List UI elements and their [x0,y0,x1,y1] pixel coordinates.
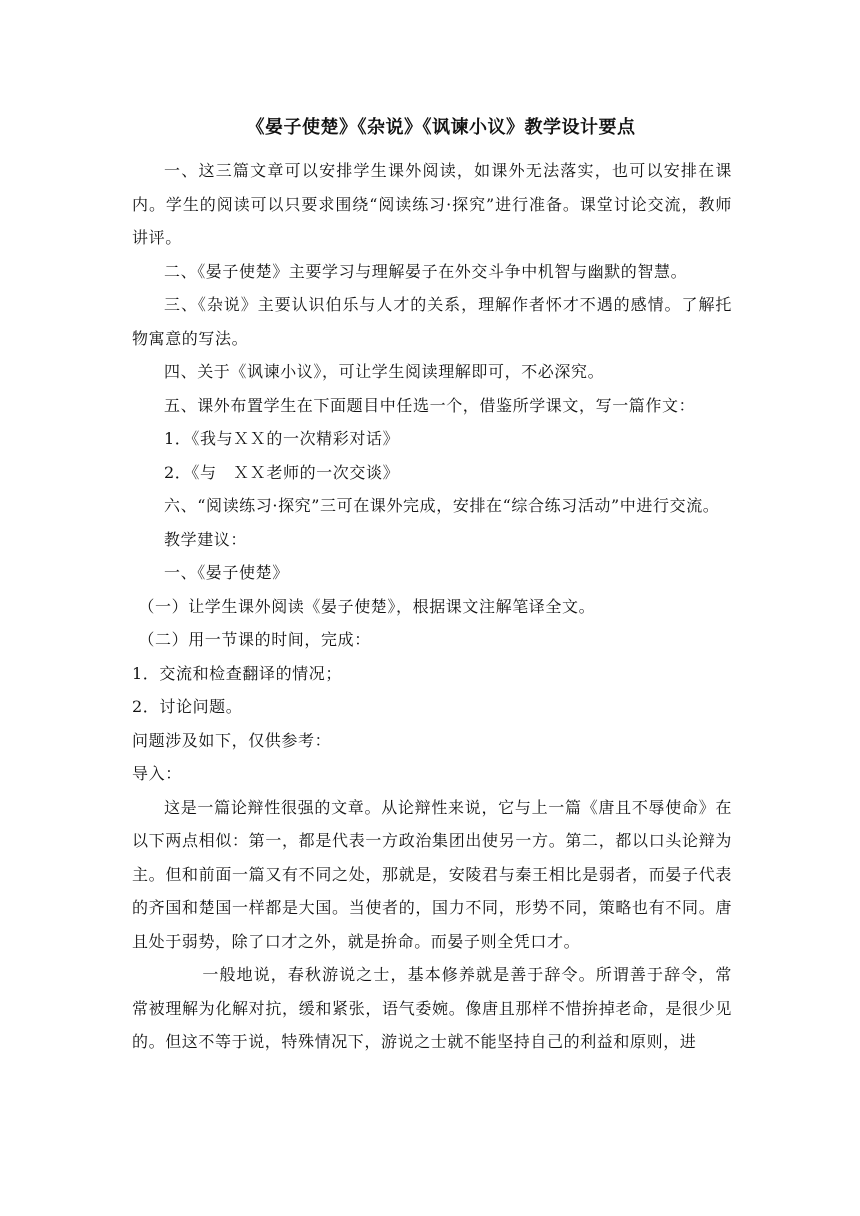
list-item-step-one: （一）让学生课外阅读《晏子使楚》，根据课文注解笔译全文。 [138,596,596,616]
paragraph-yanzi-goal: 二、《晏子使楚》主要学习与理解晏子在外交斗争中机智与幽默的智慧。 [164,261,688,281]
list-item-step-two: （二）用一节课的时间，完成： [138,630,371,649]
document-page [132,110,732,1059]
paragraph-reading-arrangement: 一、这三篇文章可以安排学生课外阅读，如课外无法落实，也可以安排在课内。学生的阅读可以只要求围绕“阅读练习·探究”进行准备。课堂讨论交流，教师讲评。 [132,161,732,247]
paragraph-zashuo-goal: 三、《杂说》主要认识伯乐与人才的关系，理解作者怀才不遇的感情。了解托物寓意的写法。 [132,295,732,348]
paragraph-lead-in-body: 这是一篇论辩性很强的文章。从论辩性来说，它与上一篇《唐且不辱使命》在以下两点相似：第一，都是代表一方政治集团出使另一方。第二，都以口头论辩为主。但和前面一篇又有不同之处，那就是，安陵君与秦王相比是弱者，而晏子代表的齐国和楚国一样都是大国。当使者的，国力不同，形势不同，策略也有不同。唐且处于弱势，除了口才之外，就是拚命。而晏子则全凭口才。 [132,797,732,951]
paragraph-writing-task: 五、课外布置学生在下面题目中任选一个，借鉴所学课文，写一篇作文： [164,395,696,415]
document-title: 《晏子使楚》《杂说》《讽谏小议》教学设计要点 [246,117,636,138]
list-item-translation-check: 1．交流和检查翻译的情况； [132,663,342,683]
paragraph-lead-in-label: 导入： [132,764,182,783]
paragraph-questions-intro: 问题涉及如下，仅供参考： [132,730,332,750]
list-item-discussion: 2．讨论问题。 [132,697,243,716]
list-item-essay-topic-2: 2．《与 ＸＸ老师的一次交谈》 [164,462,400,482]
list-item-essay-topic-1: 1．《我与ＸＸ的一次精彩对话》 [164,429,400,448]
paragraph-rhetoric-discussion: 一般地说，春秋游说之士，基本修养就是善于辞令。所谓善于辞令，常常被理解为化解对抗，缓和紧张，语气委婉。像唐且那样不惜拚掉老命，是很少见的。但这不等于说，特殊情况下，游说之士就不能坚持自己的利益和原则，进 [132,965,732,1051]
paragraph-exercise-three: 六、“阅读练习·探究”三可在课外完成，安排在“综合练习活动”中进行交流。 [164,496,720,515]
section-heading-teaching-suggestions: 教学建议： [164,529,248,549]
paragraph-fengjian-goal: 四、关于《讽谏小议》，可让学生阅读理解即可，不必深究。 [164,362,605,381]
section-heading-yanzi: 一、《晏子使楚》 [164,563,289,582]
